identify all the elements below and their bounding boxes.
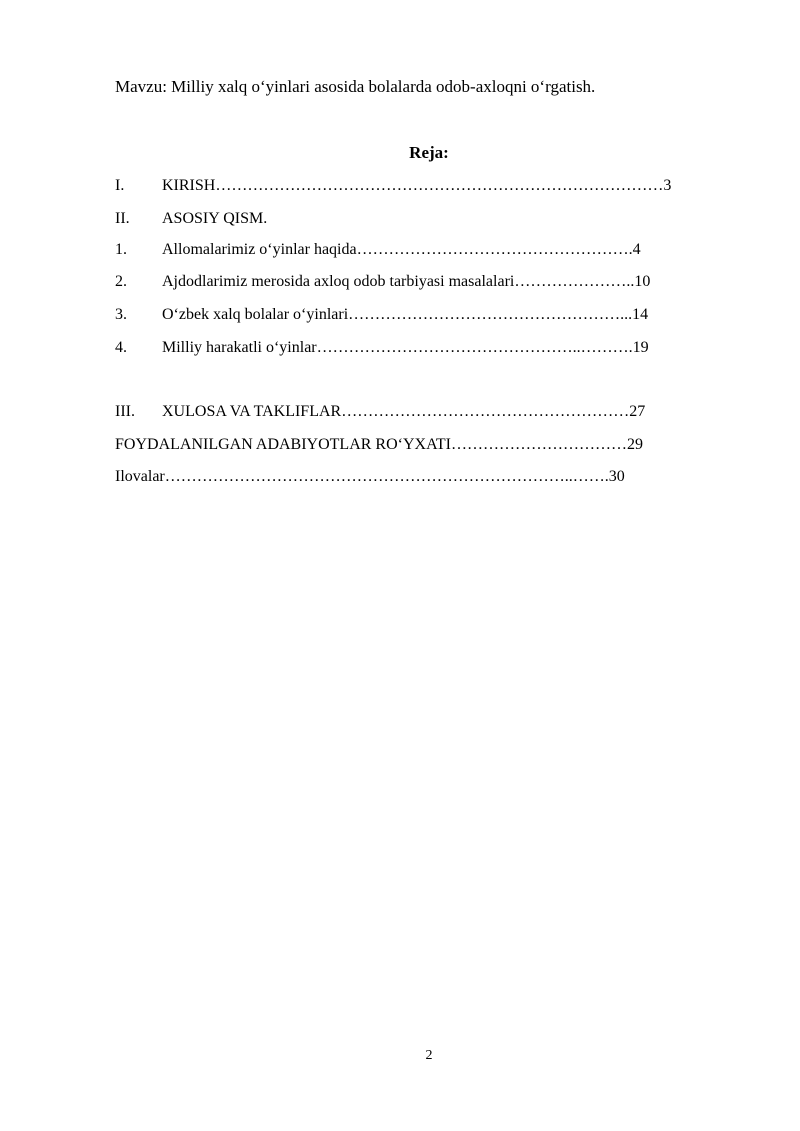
toc-item-number: 2. [115,273,127,290]
toc-item-number: III. [115,403,135,420]
toc-item-text: ASOSIY QISM. [162,210,268,227]
toc-item-number: 1. [115,241,127,258]
toc-item-text: Ilovalar…………………………………………………………………..…….30 [115,468,625,485]
toc-item-text: Ajdodlarimiz merosida axloq odob tarbiyasi masalalari…………………..10 [162,273,651,290]
topic-line: Mavzu: Milliy xalq o‘yinlari asosida bolalarda odob-axloqni o‘rgatish. [115,77,596,96]
toc-item-text: O‘zbek xalq bolalar o‘yinlari……………………………………………...14 [162,306,649,323]
toc-item-text: Milliy harakatli o‘yinlar…………………………………………..……….19 [162,339,649,356]
toc-item-number: 4. [115,339,127,356]
plan-title: Reja: [409,143,449,162]
toc-item-number: 3. [115,306,127,323]
toc-item-number: I. [115,177,125,194]
toc-item-number: II. [115,210,130,227]
toc-item-text: FOYDALANILGAN ADABIYOTLAR RO‘YXATI……………………………29 [115,436,643,453]
toc-item-text: KIRISH…………………………………………………………………………3 [162,177,672,194]
toc-item-text: XULOSA VA TAKLIFLAR………………………………………………27 [162,403,646,420]
page-number: 2 [425,1048,433,1063]
toc-item-text: Allomalarimiz o‘yinlar haqida…………………………………………….4 [162,241,641,258]
